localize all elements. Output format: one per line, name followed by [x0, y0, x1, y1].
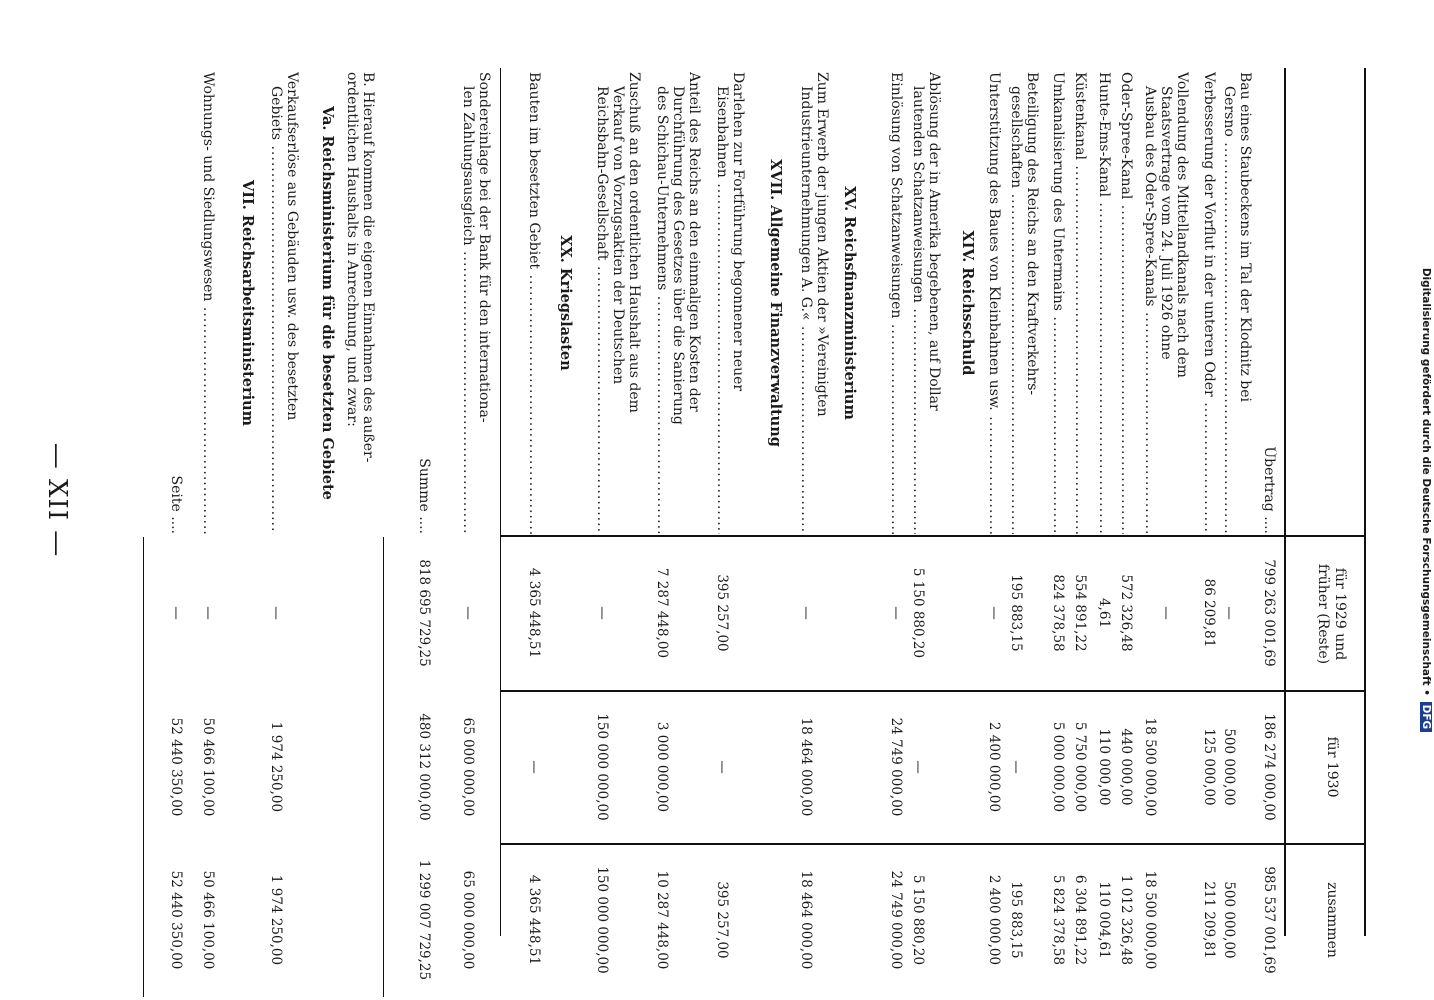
description-line: Summe .... [416, 458, 432, 534]
row-description [168, 72, 184, 534]
cell-zusammen: 50 466 100,00 [200, 870, 216, 970]
cell-1930: 125 000,00 [1201, 728, 1217, 806]
top-rule [1364, 68, 1366, 936]
description-line: Wohnungs- und Siedlungswesen ..... [200, 72, 216, 534]
section-heading: XVII. Allgemeine Finanzverwaltung [767, 159, 784, 447]
cell-1930: 3 000 000,00 [654, 721, 670, 813]
cell-reste: — [460, 606, 476, 620]
cell-zusammen: 195 883,15 [1008, 881, 1024, 959]
row-description [654, 72, 702, 534]
cell-1930: — [526, 760, 542, 774]
note-paragraph [344, 72, 376, 534]
cell-zusammen: 10 287 448,00 [654, 870, 670, 970]
description-line: Verkauf von Vorzugsaktien der Deutschen [610, 86, 626, 385]
row-description [1142, 72, 1190, 534]
row-description [986, 72, 1002, 534]
row-description [1050, 72, 1066, 534]
cell-zusammen: 1 974 250,00 [268, 874, 284, 966]
section-heading: Va. Reichsministerium für die besetzten Gebiete [319, 106, 336, 500]
cell-1930: 5 750 000,00 [1072, 721, 1088, 813]
cell-reste: 5 150 880,20 [910, 567, 926, 659]
cell-zusammen: 211 209,81 [1201, 881, 1217, 959]
cell-zusammen: 985 537 001,69 [1261, 866, 1277, 974]
description-line: Industrieunternehmungen A. G.« ..... [798, 72, 814, 534]
description-line: Unterstützung des Baues von Kleinbahnen usw. ..... [986, 72, 1002, 534]
funder-text: Digitalisierung gefördert durch die Deutsche Forschungsgemeinschaft • [1420, 267, 1432, 696]
description-line: len Zahlungsausgleich ..... [460, 72, 476, 534]
row-description [1072, 72, 1088, 534]
cell-zusammen: 500 000,00 [1221, 881, 1237, 959]
row-description [594, 72, 642, 534]
description-line: Vollendung des Mittellandkanals nach dem [1174, 72, 1190, 378]
row-description [416, 72, 432, 534]
cell-reste: — [798, 606, 814, 620]
cell-1930: — [910, 760, 926, 774]
description-line: Verbesserung der Vorflut in der unteren Oder ..... [1201, 72, 1217, 534]
cell-reste: — [268, 606, 284, 620]
cell-reste: 395 257,00 [714, 574, 730, 652]
description-line: gesellschaften ..... [1008, 72, 1024, 534]
description-line: Gersno ..... [1221, 72, 1237, 534]
cell-1930: 18 500 000,00 [1142, 717, 1158, 817]
cell-reste: 818 695 729,25 [416, 559, 432, 667]
bottom-rule [500, 68, 501, 936]
cell-reste: 824 378,58 [1050, 574, 1066, 652]
header-col3: zusammen [1324, 882, 1340, 958]
seite-rule [143, 537, 144, 997]
cell-zusammen: 395 257,00 [714, 881, 730, 959]
cell-zusammen: 52 440 350,00 [168, 870, 184, 970]
description-line: Reichsbahn-Gesellschaft ..... [594, 72, 610, 534]
cell-zusammen: 1 299 007 729,25 [416, 859, 432, 981]
cell-1930: — [1008, 760, 1024, 774]
page-number: — XII — [42, 442, 72, 558]
cell-reste: 4 365 448,51 [526, 567, 542, 659]
cell-1930: 480 312 000,00 [416, 713, 432, 821]
description-line: ordentlichen Haushalts in Anrechnung, und zwar: [344, 72, 360, 427]
cell-1930: 186 274 000,00 [1261, 713, 1277, 821]
cell-1930: 50 466 100,00 [200, 717, 216, 817]
cell-reste: 4,61 [1096, 597, 1112, 629]
section-heading: XX. Kriegslasten [557, 235, 574, 371]
description-line: Seite .... [168, 475, 184, 534]
description-line: Verkaufserlöse aus Gebäuden usw. des besetzten [284, 72, 300, 421]
row-description [888, 72, 904, 534]
description-line: des Schichau-Unternehmens ..... [654, 72, 670, 534]
cell-zusammen: 18 464 000,00 [798, 870, 814, 970]
dfg-logo: DFG [1420, 702, 1432, 733]
cell-1930: 18 464 000,00 [798, 717, 814, 817]
sum-rule [383, 537, 384, 997]
cell-zusammen: 5 150 880,20 [910, 874, 926, 966]
description-line: Gebiets ..... [268, 72, 284, 534]
cell-zusammen: 18 500 000,00 [1142, 870, 1158, 970]
cell-zusammen: 2 400 000,00 [986, 874, 1002, 966]
header-col1: für 1929 und früher (Reste) [1315, 563, 1348, 665]
cell-reste: — [200, 606, 216, 620]
description-line: Umkanalisierung des Untermains ..... [1050, 72, 1066, 534]
section-heading: VII. Reichsarbeitsministerium [239, 179, 256, 427]
cell-1930: 52 440 350,00 [168, 717, 184, 817]
description-line: Einlösung von Schatzanweisungen ..... [888, 72, 904, 534]
description-line: Hunte-Ems-Kanal ..... [1096, 72, 1112, 534]
cell-1930: 440 000,00 [1118, 728, 1134, 806]
row-description [1261, 72, 1277, 534]
description-line: Zuschuß an den ordentlichen Haushalt aus dem [626, 72, 642, 413]
cell-zusammen: 150 000 000,00 [594, 866, 610, 974]
cell-reste: 572 326,48 [1118, 574, 1134, 652]
row-description [714, 72, 746, 534]
description-line: Staatsvertrage vom 24. Juli 1926 ohne [1158, 86, 1174, 360]
description-line: B. Hierauf kommen die eigenen Einnahmen des außer- [360, 72, 376, 463]
description-line: Sondereinlage bei der Bank für den internationa- [476, 72, 492, 423]
cell-reste: 799 263 001,69 [1261, 559, 1277, 667]
description-line: Zum Erwerb der jungen Aktien der »Vereinigten [814, 72, 830, 417]
row-description [200, 72, 216, 534]
row-description [460, 72, 492, 534]
description-line: Küstenkanal ..... [1072, 72, 1088, 534]
section-heading: XIV. Reichsschuld [959, 230, 976, 376]
cell-reste: — [1221, 606, 1237, 620]
header-col2: für 1930 [1324, 736, 1340, 798]
row-description [268, 72, 300, 534]
cell-1930: 110 000,00 [1096, 728, 1112, 806]
cell-reste: 195 883,15 [1008, 574, 1024, 652]
description-line: Ablösung der in Amerika begebenen, auf Dollar [926, 72, 942, 411]
cell-reste: — [1158, 606, 1174, 620]
row-description [1096, 72, 1112, 534]
row-description [910, 72, 942, 534]
cell-zusammen: 4 365 448,51 [526, 874, 542, 966]
cell-reste: — [888, 606, 904, 620]
description-line: Oder-Spree-Kanal ..... [1118, 72, 1134, 534]
description-line: Beteiligung des Reichs an den Kraftverkehrs- [1024, 72, 1040, 396]
row-description [1008, 72, 1040, 534]
description-line: Anteil des Reichs an den einmaligen Kosten der [686, 72, 702, 412]
description-line: Ausbau des Oder-Spree-Kanals ..... [1142, 72, 1158, 534]
header-rule [1284, 68, 1286, 936]
cell-reste: — [986, 606, 1002, 620]
row-description [1118, 72, 1134, 534]
cell-zusammen: 6 304 891,22 [1072, 874, 1088, 966]
cell-zusammen: 5 824 378,58 [1050, 874, 1066, 966]
cell-reste: 554 891,22 [1072, 574, 1088, 652]
description-line: Eisenbahnen ..... [714, 72, 730, 534]
row-description [1201, 72, 1217, 534]
funder-credit [1420, 0, 1432, 1000]
description-line: lautenden Schatzanweisungen ..... [910, 72, 926, 534]
cell-1930: 65 000 000,00 [460, 717, 476, 817]
cell-zusammen: 110 004,61 [1096, 881, 1112, 959]
cell-reste: 7 287 448,00 [654, 567, 670, 659]
cell-1930: 5 000 000,00 [1050, 721, 1066, 813]
cell-1930: 150 000 000,00 [594, 713, 610, 821]
cell-reste: — [168, 606, 184, 620]
cell-zusammen: 24 749 000,00 [888, 870, 904, 970]
description-line: Bau eines Staubeckens im Tal der Klodnitz bei [1237, 72, 1253, 403]
description-line: Übertrag .... [1261, 446, 1277, 534]
row-description [798, 72, 830, 534]
description-line: Darlehen zur Fortführung begonnener neuer [730, 72, 746, 392]
section-heading: XV. Reichsfinanzministerium [841, 186, 858, 420]
cell-1930: 1 974 250,00 [268, 721, 284, 813]
row-description [526, 72, 542, 534]
cell-zusammen: 1 012 326,48 [1118, 874, 1134, 966]
cell-1930: 2 400 000,00 [986, 721, 1002, 813]
cell-reste: — [594, 606, 610, 620]
description-line: Durchführung des Gesetzes über die Sanierung [670, 86, 686, 425]
cell-1930: 24 749 000,00 [888, 717, 904, 817]
row-description [1221, 72, 1253, 534]
description-line: Bauten im besetzten Gebiet ..... [526, 72, 542, 534]
cell-1930: 500 000,00 [1221, 728, 1237, 806]
cell-zusammen: 65 000 000,00 [460, 870, 476, 970]
cell-reste: 86 209,81 [1201, 578, 1217, 648]
cell-1930: — [714, 760, 730, 774]
